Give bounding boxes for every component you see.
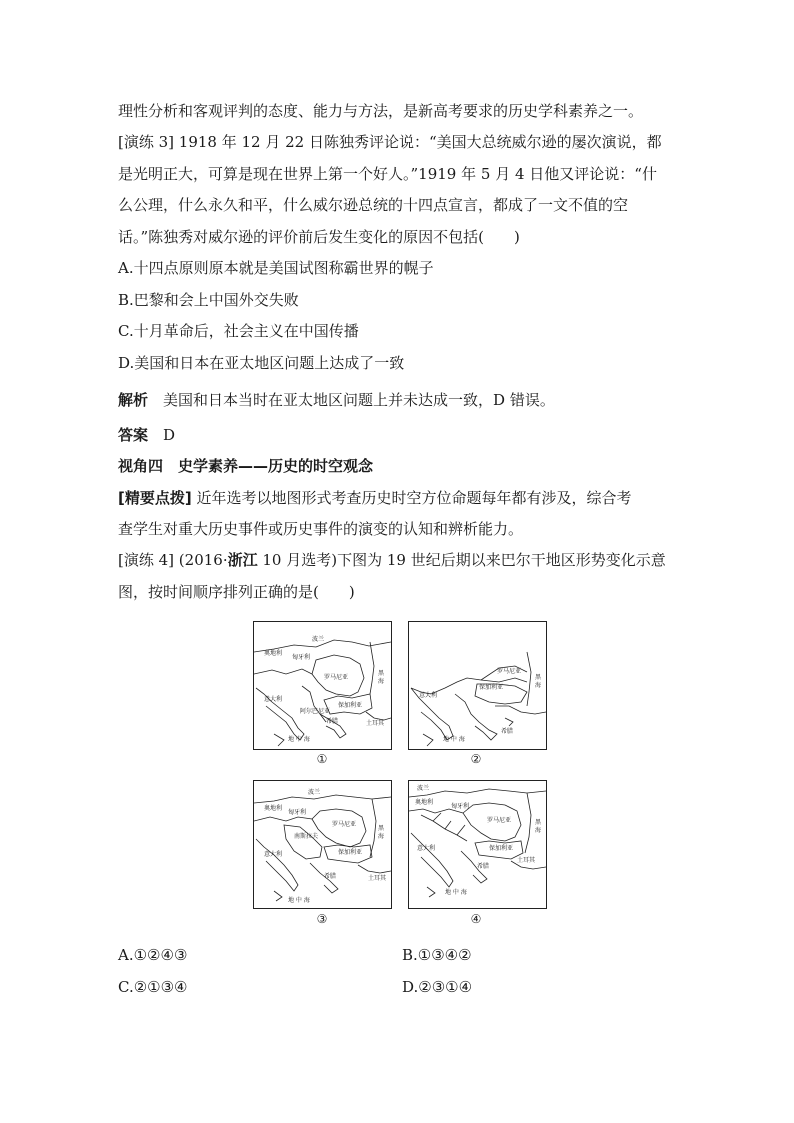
question-4-tag: [演练 4] bbox=[118, 551, 175, 569]
map-4-label-greece: 希腊 bbox=[477, 863, 490, 870]
answer-option-a: A.①②④③ bbox=[118, 946, 188, 964]
answer bbox=[118, 426, 175, 444]
map-2-label-black-sea: 黑海 bbox=[535, 674, 542, 689]
map-3-label-black-sea: 黑海 bbox=[378, 825, 385, 840]
map-3-label-bulgaria: 保加利亚 bbox=[338, 849, 363, 856]
map-2-label-italy: 意大利 bbox=[419, 692, 438, 699]
map-4-label-bulgaria: 保加利亚 bbox=[489, 845, 514, 852]
analysis bbox=[118, 391, 555, 409]
map-3-label-yugoslavia: 南斯拉夫 bbox=[294, 833, 319, 840]
option-a bbox=[118, 259, 434, 277]
map-1-label-turkey: 土耳其 bbox=[366, 720, 385, 727]
answer-text: D bbox=[148, 426, 176, 444]
analysis-text: 美国和日本当时在亚太地区问题上并未达成一致，D 错误。 bbox=[148, 391, 555, 409]
question-3-line-1 bbox=[118, 133, 662, 151]
map-1-label-hungary: 匈牙利 bbox=[292, 654, 311, 661]
map-3-label-italy: 意大利 bbox=[264, 851, 283, 858]
map-2-label-mediterranean: 地 中 海 bbox=[443, 736, 465, 743]
tip-label: [精要点拨] bbox=[118, 489, 192, 507]
question-4-line-2 bbox=[118, 583, 355, 601]
map-4-number: ④ bbox=[470, 912, 482, 926]
question-3-tag: [演练 3] bbox=[118, 133, 175, 151]
map-2-drawing bbox=[409, 622, 546, 749]
map-2-label-romania: 罗马尼亚 bbox=[497, 668, 522, 675]
map-3-label-romania: 罗马尼亚 bbox=[332, 821, 357, 828]
map-1-label-romania: 罗马尼亚 bbox=[324, 674, 349, 681]
map-4-label-hungary: 匈牙利 bbox=[451, 803, 470, 810]
option-d-text: D.美国和日本在亚太地区问题上达成了一致 bbox=[118, 354, 405, 372]
map-1-label-bulgaria: 保加利亚 bbox=[338, 702, 363, 709]
question-4-text-2: 图，按时间顺序排列正确的是( ) bbox=[118, 583, 355, 601]
map-3-number: ③ bbox=[316, 912, 328, 926]
option-d bbox=[118, 354, 404, 372]
question-3-text-1: 1918 年 12 月 22 日陈独秀评论说：“美国大总统威尔逊的屡次演说，都 bbox=[174, 133, 662, 151]
answer-label: 答案 bbox=[118, 426, 149, 444]
map-4-label-poland: 波兰 bbox=[417, 785, 430, 792]
map-1-label-mediterranean: 地 中 海 bbox=[288, 736, 310, 743]
section-title bbox=[118, 457, 373, 475]
question-4-text-1: 10 月选考)下图为 19 世纪后期以来巴尔干地区形势变化示意 bbox=[257, 551, 666, 569]
map-3-label-greece: 希腊 bbox=[324, 873, 337, 880]
map-4-label-romania: 罗马尼亚 bbox=[487, 817, 512, 824]
map-1-label-poland: 波兰 bbox=[312, 636, 325, 643]
map-1-label-italy: 意大利 bbox=[264, 696, 283, 703]
map-3-label-mediterranean: 地 中 海 bbox=[288, 897, 310, 904]
question-3-line-3 bbox=[118, 196, 628, 214]
tip-text-1: 近年选考以地图形式考查历史时空方位命题每年都有涉及，综合考 bbox=[191, 489, 632, 507]
tip-line-2 bbox=[118, 520, 523, 538]
question-3-line-2 bbox=[118, 165, 657, 183]
map-1-label-albania: 阿尔巴尼亚 bbox=[300, 708, 331, 715]
balkan-map-1 bbox=[253, 621, 392, 750]
option-c bbox=[118, 322, 359, 340]
option-b bbox=[118, 291, 299, 309]
question-3-text-2: 是光明正大，可算是现在世界上第一个好人。”1919 年 5 月 4 日他又评论说：“什 bbox=[118, 165, 657, 183]
map-4-label-turkey: 土耳其 bbox=[517, 857, 536, 864]
answer-option-d: D.②③①④ bbox=[402, 978, 473, 996]
map-1-label-black-sea: 黑海 bbox=[378, 670, 385, 685]
question-3-text-3: 么公理，什么永久和平，什么威尔逊总统的十四点宣言，都成了一文不值的空 bbox=[118, 196, 629, 214]
question-4-source-pre: (2016· bbox=[174, 551, 228, 569]
tip-line-1 bbox=[118, 489, 632, 507]
map-1-label-austria: 奥地利 bbox=[264, 650, 283, 657]
map-3-label-hungary: 匈牙利 bbox=[288, 809, 307, 816]
map-3-label-austria: 奥地利 bbox=[264, 805, 283, 812]
question-3-line-4 bbox=[118, 228, 520, 246]
paragraph-intro bbox=[118, 102, 643, 120]
balkan-map-4 bbox=[408, 780, 547, 909]
question-4-source-province: 浙江 bbox=[227, 551, 258, 569]
map-4-label-austria: 奥地利 bbox=[415, 799, 434, 806]
map-2-number: ② bbox=[470, 752, 482, 766]
tip-text-2: 查学生对重大历史事件或历史事件的演变的认知和辨析能力。 bbox=[118, 520, 524, 538]
option-a-text: A.十四点原则原本就是美国试图称霸世界的幌子 bbox=[118, 259, 434, 277]
answer-option-b: B.①③④② bbox=[402, 946, 472, 964]
question-4-line-1 bbox=[118, 551, 666, 569]
analysis-label: 解析 bbox=[118, 391, 149, 409]
map-1-label-greece: 希腊 bbox=[326, 718, 339, 725]
map-2-label-greece: 希腊 bbox=[501, 728, 514, 735]
option-b-text: B.巴黎和会上中国外交失败 bbox=[118, 291, 299, 309]
intro-text: 理性分析和客观评判的态度、能力与方法，是新高考要求的历史学科素养之一。 bbox=[118, 102, 644, 120]
section-title-text: 视角四 史学素养——历史的时空观念 bbox=[118, 457, 374, 475]
map-2-label-bulgaria: 保加利亚 bbox=[479, 684, 504, 691]
answer-option-c: C.②①③④ bbox=[118, 978, 188, 996]
balkan-map-2 bbox=[408, 621, 547, 750]
balkan-map-3 bbox=[253, 780, 392, 909]
map-3-label-poland: 波兰 bbox=[308, 789, 321, 796]
option-c-text: C.十月革命后，社会主义在中国传播 bbox=[118, 322, 359, 340]
question-3-text-4: 话。”陈独秀对威尔逊的评价前后发生变化的原因不包括( ) bbox=[118, 228, 520, 246]
map-3-label-turkey: 土耳其 bbox=[368, 875, 387, 882]
map-3-drawing bbox=[254, 781, 391, 908]
map-4-label-black-sea: 黑海 bbox=[535, 819, 542, 834]
map-4-label-mediterranean: 地 中 海 bbox=[445, 889, 467, 896]
map-1-number: ① bbox=[316, 752, 328, 766]
map-4-label-italy: 意大利 bbox=[417, 845, 436, 852]
